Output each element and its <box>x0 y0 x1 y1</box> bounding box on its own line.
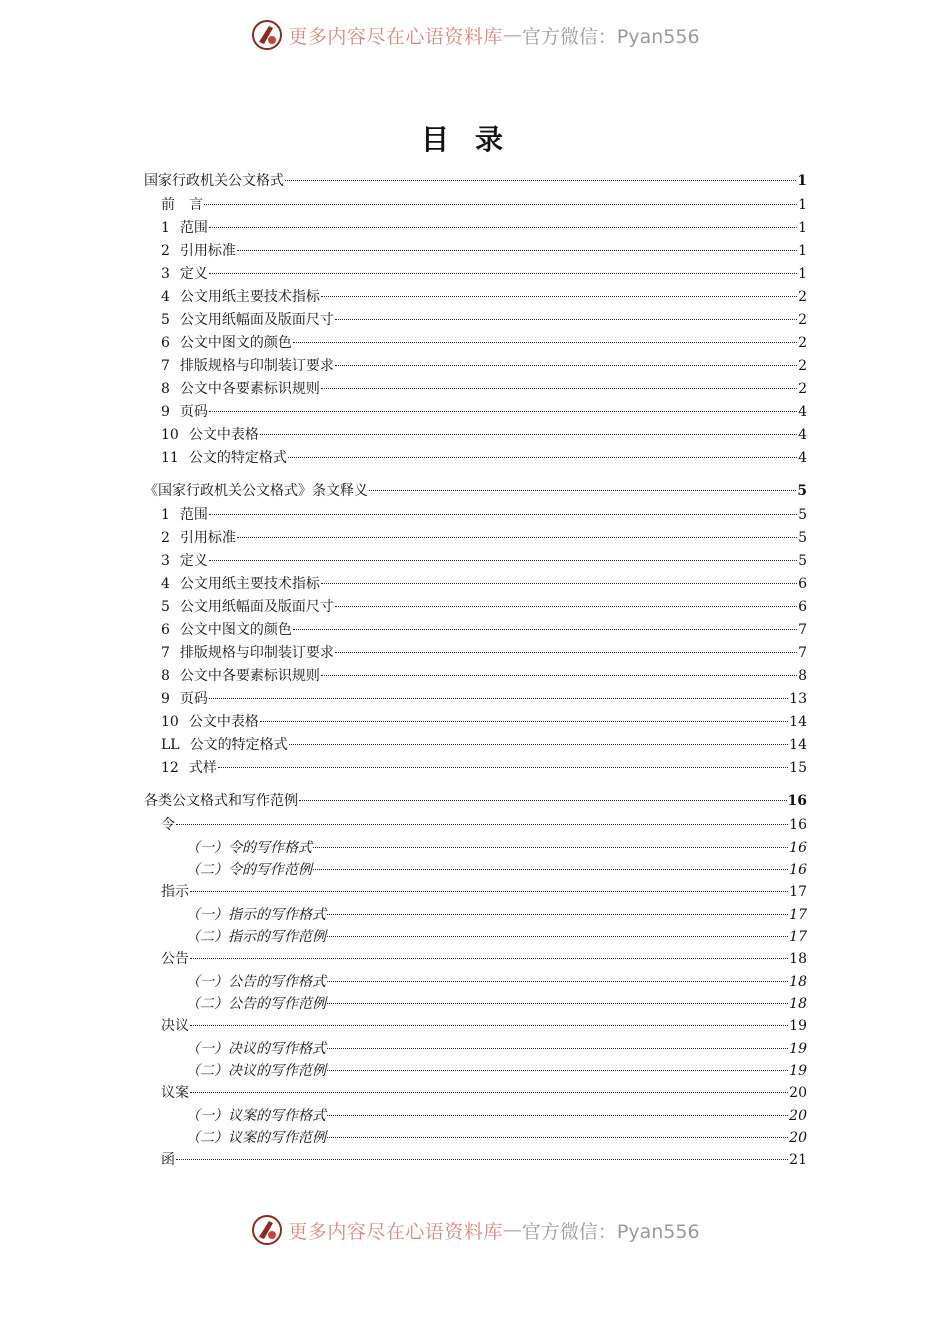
toc-leader-dots <box>237 537 797 538</box>
toc-entry-text: 公文用纸主要技术指标 <box>179 289 320 305</box>
logo-icon <box>250 1213 284 1247</box>
toc-entry[interactable] <box>161 401 807 424</box>
toc-entry[interactable] <box>186 859 807 881</box>
toc-entry-number: 7 <box>161 645 170 661</box>
toc-page-number: 20 <box>789 1130 807 1146</box>
toc-leader-dots <box>335 365 797 366</box>
toc-page-number: 18 <box>789 951 807 967</box>
toc-entry-number: 4 <box>161 576 170 592</box>
toc-entry-text: （二）指示的写作范例 <box>186 929 326 945</box>
toc-entry-text: 页码 <box>179 691 208 707</box>
toc-entry-text: 公文用纸幅面及版面尺寸 <box>179 312 334 328</box>
toc-entry-text: （二）决议的写作范例 <box>186 1063 326 1079</box>
toc-entry-number: 8 <box>161 381 170 397</box>
toc-entry-label <box>161 504 208 527</box>
toc-leader-dots <box>209 411 797 412</box>
logo-icon <box>250 18 284 52</box>
toc-entry-text: 排版规格与印制装订要求 <box>179 645 334 661</box>
toc-section-entry[interactable] <box>144 168 807 194</box>
toc-entry[interactable] <box>161 814 807 837</box>
toc-entry-text: 各类公文格式和写作范例 <box>144 793 298 809</box>
toc-leader-dots <box>209 227 797 228</box>
toc-page-number: 16 <box>789 862 807 878</box>
toc-entry[interactable] <box>186 993 807 1015</box>
toc-leader-dots <box>335 319 797 320</box>
watermark-main-text: 更多内容尽在心语资料库 <box>288 25 503 48</box>
toc-entry-number: 4 <box>161 289 170 305</box>
toc-entry[interactable] <box>161 504 807 527</box>
toc-entry-label <box>161 573 320 596</box>
toc-entry[interactable] <box>161 734 807 757</box>
toc-entry-text: 定义 <box>179 553 208 569</box>
toc-entry[interactable] <box>186 904 807 926</box>
toc-leader-dots <box>289 744 789 745</box>
toc-entry-label <box>161 734 288 757</box>
watermark-main-text: 更多内容尽在心语资料库 <box>288 1220 503 1243</box>
toc-leader-dots <box>335 652 797 653</box>
toc-entry-text: （二）令的写作范例 <box>186 862 312 878</box>
toc-entry-text: 公文中表格 <box>188 427 259 443</box>
toc-entry[interactable] <box>161 881 807 904</box>
toc-entry-text: 公文的特定格式 <box>189 737 288 753</box>
toc-entry-text: 函 <box>161 1152 175 1168</box>
toc-page-number: 8 <box>798 668 807 684</box>
toc-entry-label <box>161 642 334 665</box>
toc-page-number: 1 <box>798 197 807 213</box>
toc-entry-number: 10 <box>161 714 179 730</box>
toc-leader-dots <box>285 180 796 181</box>
toc-entry[interactable] <box>161 642 807 665</box>
toc-leader-dots <box>369 490 796 491</box>
toc-entry-label <box>161 757 217 780</box>
toc-entry-label <box>161 194 203 217</box>
toc-entry-label <box>161 355 334 378</box>
toc-entry-label <box>144 478 368 504</box>
toc-page-number: 5 <box>798 553 807 569</box>
toc-entry-number: 9 <box>161 404 170 420</box>
toc-entry-text: （一）指示的写作格式 <box>186 907 326 923</box>
toc-page-number: 5 <box>798 530 807 546</box>
toc-entry[interactable] <box>161 447 807 470</box>
toc-page-number: 6 <box>798 599 807 615</box>
toc-entry[interactable] <box>161 1082 807 1105</box>
toc-page-number: 1 <box>797 173 807 189</box>
toc-entry[interactable] <box>161 424 807 447</box>
table-of-contents <box>144 168 807 1172</box>
toc-entry-label <box>144 168 284 194</box>
toc-entry-text: 前 言 <box>161 197 203 213</box>
toc-entry[interactable] <box>161 1015 807 1038</box>
toc-entry-label <box>161 814 175 837</box>
toc-page-number: 6 <box>798 576 807 592</box>
toc-entry-label <box>161 401 208 424</box>
toc-section-entry[interactable] <box>144 478 807 504</box>
toc-entry[interactable] <box>161 378 807 401</box>
toc-leader-dots <box>260 721 788 722</box>
toc-entry[interactable] <box>186 1105 807 1127</box>
toc-entry-text: 公文中图文的颜色 <box>179 335 292 351</box>
toc-page-number: 4 <box>798 450 807 466</box>
toc-entry-label <box>161 1149 175 1172</box>
toc-entry-number: LL <box>161 737 180 753</box>
toc-leader-dots <box>299 800 787 801</box>
toc-leader-dots <box>313 869 788 870</box>
toc-entry-text: （一）公告的写作格式 <box>186 974 326 990</box>
toc-entry-number: 11 <box>161 450 179 466</box>
toc-entry-label <box>161 309 334 332</box>
toc-entry-text: （二）议案的写作范例 <box>186 1130 326 1146</box>
toc-entry[interactable] <box>161 286 807 309</box>
toc-section-entry[interactable] <box>144 788 807 814</box>
toc-entry[interactable] <box>161 240 807 263</box>
toc-entry[interactable] <box>161 355 807 378</box>
toc-leader-dots <box>321 296 797 297</box>
toc-page-number: 7 <box>798 622 807 638</box>
toc-entry-text: 式样 <box>188 760 217 776</box>
toc-page-number: 2 <box>798 289 807 305</box>
toc-entry-text: 公文中图文的颜色 <box>179 622 292 638</box>
toc-entry[interactable] <box>186 837 807 859</box>
toc-entry-label <box>186 859 312 881</box>
toc-entry-number: 10 <box>161 427 179 443</box>
toc-entry-label <box>161 240 236 263</box>
toc-leader-dots <box>260 434 797 435</box>
toc-page-number: 1 <box>798 220 807 236</box>
toc-entry-label <box>186 926 326 948</box>
toc-entry-label <box>161 1015 189 1038</box>
toc-leader-dots <box>321 583 797 584</box>
toc-leader-dots <box>209 698 788 699</box>
watermark-banner-top <box>0 15 950 55</box>
toc-leader-dots <box>237 250 797 251</box>
toc-entry-label <box>161 378 320 401</box>
toc-page-number: 2 <box>798 312 807 328</box>
toc-entry[interactable] <box>186 971 807 993</box>
toc-leader-dots <box>321 675 797 676</box>
toc-entry-label <box>186 1105 326 1127</box>
toc-leader-dots <box>209 560 797 561</box>
toc-page-number: 4 <box>798 404 807 420</box>
toc-leader-dots <box>327 936 788 937</box>
toc-entry-text: 指示 <box>161 884 189 900</box>
toc-page-number: 15 <box>789 760 807 776</box>
toc-entry-text: 公文中各要素标识规则 <box>179 668 320 684</box>
toc-entry-number: 8 <box>161 668 170 684</box>
toc-leader-dots <box>327 1048 788 1049</box>
watermark-banner-bottom <box>0 1210 950 1250</box>
toc-leader-dots <box>209 273 797 274</box>
toc-entry-text: （二）公告的写作范例 <box>186 996 326 1012</box>
toc-entry-label <box>186 1038 326 1060</box>
toc-leader-dots <box>335 606 797 607</box>
toc-leader-dots <box>190 1092 788 1093</box>
toc-entry-text: 引用标准 <box>179 243 236 259</box>
toc-entry[interactable] <box>161 527 807 550</box>
toc-page-number: 18 <box>789 996 807 1012</box>
toc-entry-label <box>161 665 320 688</box>
toc-entry-text: 决议 <box>161 1018 189 1034</box>
toc-entry-text: （一）决议的写作格式 <box>186 1041 326 1057</box>
toc-entry-text: 公文的特定格式 <box>188 450 287 466</box>
toc-entry-text: 页码 <box>179 404 208 420</box>
toc-entry-label <box>161 1082 189 1105</box>
toc-entry-label <box>186 971 326 993</box>
toc-entry[interactable] <box>186 1060 807 1082</box>
toc-page-number: 20 <box>789 1085 807 1101</box>
toc-leader-dots <box>209 514 797 515</box>
toc-entry-text: 定义 <box>179 266 208 282</box>
toc-entry[interactable] <box>161 596 807 619</box>
toc-entry-label <box>161 527 236 550</box>
toc-page-number: 4 <box>798 427 807 443</box>
toc-page-number: 19 <box>789 1018 807 1034</box>
toc-entry-text: 议案 <box>161 1085 189 1101</box>
page-title: 目录 <box>420 123 529 156</box>
toc-leader-dots <box>321 388 797 389</box>
toc-entry[interactable] <box>161 194 807 217</box>
toc-entry-number: 6 <box>161 335 170 351</box>
toc-entry-number: 12 <box>161 760 179 776</box>
toc-entry-label <box>186 993 326 1015</box>
toc-entry[interactable] <box>161 217 807 240</box>
toc-entry-text: 公文用纸幅面及版面尺寸 <box>179 599 334 615</box>
toc-page-number: 17 <box>789 907 807 923</box>
toc-entry-number: 1 <box>161 507 170 523</box>
toc-page-number: 17 <box>789 929 807 945</box>
toc-entry[interactable] <box>161 948 807 971</box>
toc-entry-number: 5 <box>161 312 170 328</box>
toc-entry-text: 公文用纸主要技术指标 <box>179 576 320 592</box>
toc-page-number: 7 <box>798 645 807 661</box>
toc-entry-number: 9 <box>161 691 170 707</box>
toc-entry-text: 公文中各要素标识规则 <box>179 381 320 397</box>
toc-entry[interactable] <box>186 1038 807 1060</box>
toc-entry-text: 范围 <box>179 507 208 523</box>
toc-entry-text: 引用标准 <box>179 530 236 546</box>
toc-page-number: 19 <box>789 1041 807 1057</box>
watermark-wechat-text: 官方微信：Pyan556 <box>521 1220 700 1243</box>
toc-entry-label <box>161 881 189 904</box>
toc-entry-label <box>161 550 208 573</box>
toc-entry-label <box>161 596 334 619</box>
toc-leader-dots <box>176 824 788 825</box>
toc-leader-dots <box>176 1159 788 1160</box>
toc-page-number: 1 <box>798 266 807 282</box>
toc-page-number: 1 <box>798 243 807 259</box>
toc-entry[interactable] <box>161 757 807 780</box>
toc-entry-label <box>161 286 320 309</box>
toc-leader-dots <box>190 958 788 959</box>
toc-entry[interactable] <box>161 263 807 286</box>
watermark-wechat-text: 官方微信：Pyan556 <box>521 25 700 48</box>
toc-page-number: 16 <box>789 840 807 856</box>
toc-entry[interactable] <box>161 550 807 573</box>
toc-page-number: 5 <box>798 507 807 523</box>
toc-entry-label <box>161 711 259 734</box>
toc-entry-text: 《国家行政机关公文格式》条文释义 <box>144 483 368 499</box>
toc-leader-dots <box>218 767 788 768</box>
toc-entry-number: 1 <box>161 220 170 236</box>
toc-entry-number: 5 <box>161 599 170 615</box>
toc-entry-label <box>161 263 208 286</box>
watermark-separator: — <box>502 24 522 46</box>
toc-entry-text: （一）令的写作格式 <box>186 840 312 856</box>
toc-page-number: 18 <box>789 974 807 990</box>
toc-entry-label <box>186 904 326 926</box>
toc-entry-label <box>186 1060 326 1082</box>
watermark-separator: — <box>502 1219 522 1241</box>
toc-entry-number: 3 <box>161 553 170 569</box>
toc-leader-dots <box>327 1137 788 1138</box>
toc-entry-label <box>161 688 208 711</box>
toc-entry-text: 公文中表格 <box>188 714 259 730</box>
toc-entry-label <box>161 217 208 240</box>
toc-entry[interactable] <box>186 1127 807 1149</box>
toc-entry[interactable] <box>161 309 807 332</box>
toc-leader-dots <box>327 1003 788 1004</box>
toc-page-number: 19 <box>789 1063 807 1079</box>
toc-page-number: 2 <box>798 381 807 397</box>
toc-entry[interactable] <box>161 619 807 642</box>
toc-entry[interactable] <box>186 926 807 948</box>
toc-leader-dots <box>204 204 797 205</box>
toc-leader-dots <box>190 1025 788 1026</box>
toc-page-number: 13 <box>789 691 807 707</box>
toc-page-number: 14 <box>789 714 807 730</box>
toc-page-number: 20 <box>789 1108 807 1124</box>
toc-entry[interactable] <box>161 573 807 596</box>
toc-leader-dots <box>313 847 788 848</box>
toc-page-number: 14 <box>789 737 807 753</box>
toc-leader-dots <box>288 457 797 458</box>
toc-page-number: 17 <box>789 884 807 900</box>
toc-page-number: 16 <box>789 817 807 833</box>
toc-entry[interactable] <box>161 711 807 734</box>
toc-entry-text: 范围 <box>179 220 208 236</box>
toc-leader-dots <box>293 342 797 343</box>
toc-entry-number: 7 <box>161 358 170 374</box>
toc-entry-number: 2 <box>161 530 170 546</box>
toc-leader-dots <box>327 1070 788 1071</box>
toc-entry-number: 3 <box>161 266 170 282</box>
toc-entry-text: 国家行政机关公文格式 <box>144 173 284 189</box>
toc-page-number: 5 <box>797 483 807 499</box>
toc-entry-text: 令 <box>161 817 175 833</box>
toc-entry-label <box>161 332 292 355</box>
toc-leader-dots <box>293 629 797 630</box>
toc-entry[interactable] <box>161 332 807 355</box>
toc-entry-number: 2 <box>161 243 170 259</box>
toc-leader-dots <box>327 1115 788 1116</box>
toc-entry-text: 公告 <box>161 951 189 967</box>
toc-leader-dots <box>190 891 788 892</box>
toc-page-number: 2 <box>798 358 807 374</box>
toc-entry-label <box>161 424 259 447</box>
toc-entry-label <box>186 837 312 859</box>
toc-entry-label <box>161 948 189 971</box>
toc-entry-label <box>161 447 287 470</box>
toc-page-number: 16 <box>787 793 807 809</box>
toc-entry-label <box>186 1127 326 1149</box>
toc-entry-label <box>161 619 292 642</box>
toc-page-number: 21 <box>789 1152 807 1168</box>
toc-entry[interactable] <box>161 665 807 688</box>
toc-entry[interactable] <box>161 688 807 711</box>
toc-entry-label <box>144 788 298 814</box>
toc-entry-text: （一）议案的写作格式 <box>186 1108 326 1124</box>
toc-leader-dots <box>327 914 788 915</box>
toc-entry-number: 6 <box>161 622 170 638</box>
toc-entry[interactable] <box>161 1149 807 1172</box>
toc-page-number: 2 <box>798 335 807 351</box>
toc-leader-dots <box>327 981 788 982</box>
toc-entry-text: 排版规格与印制装订要求 <box>179 358 334 374</box>
